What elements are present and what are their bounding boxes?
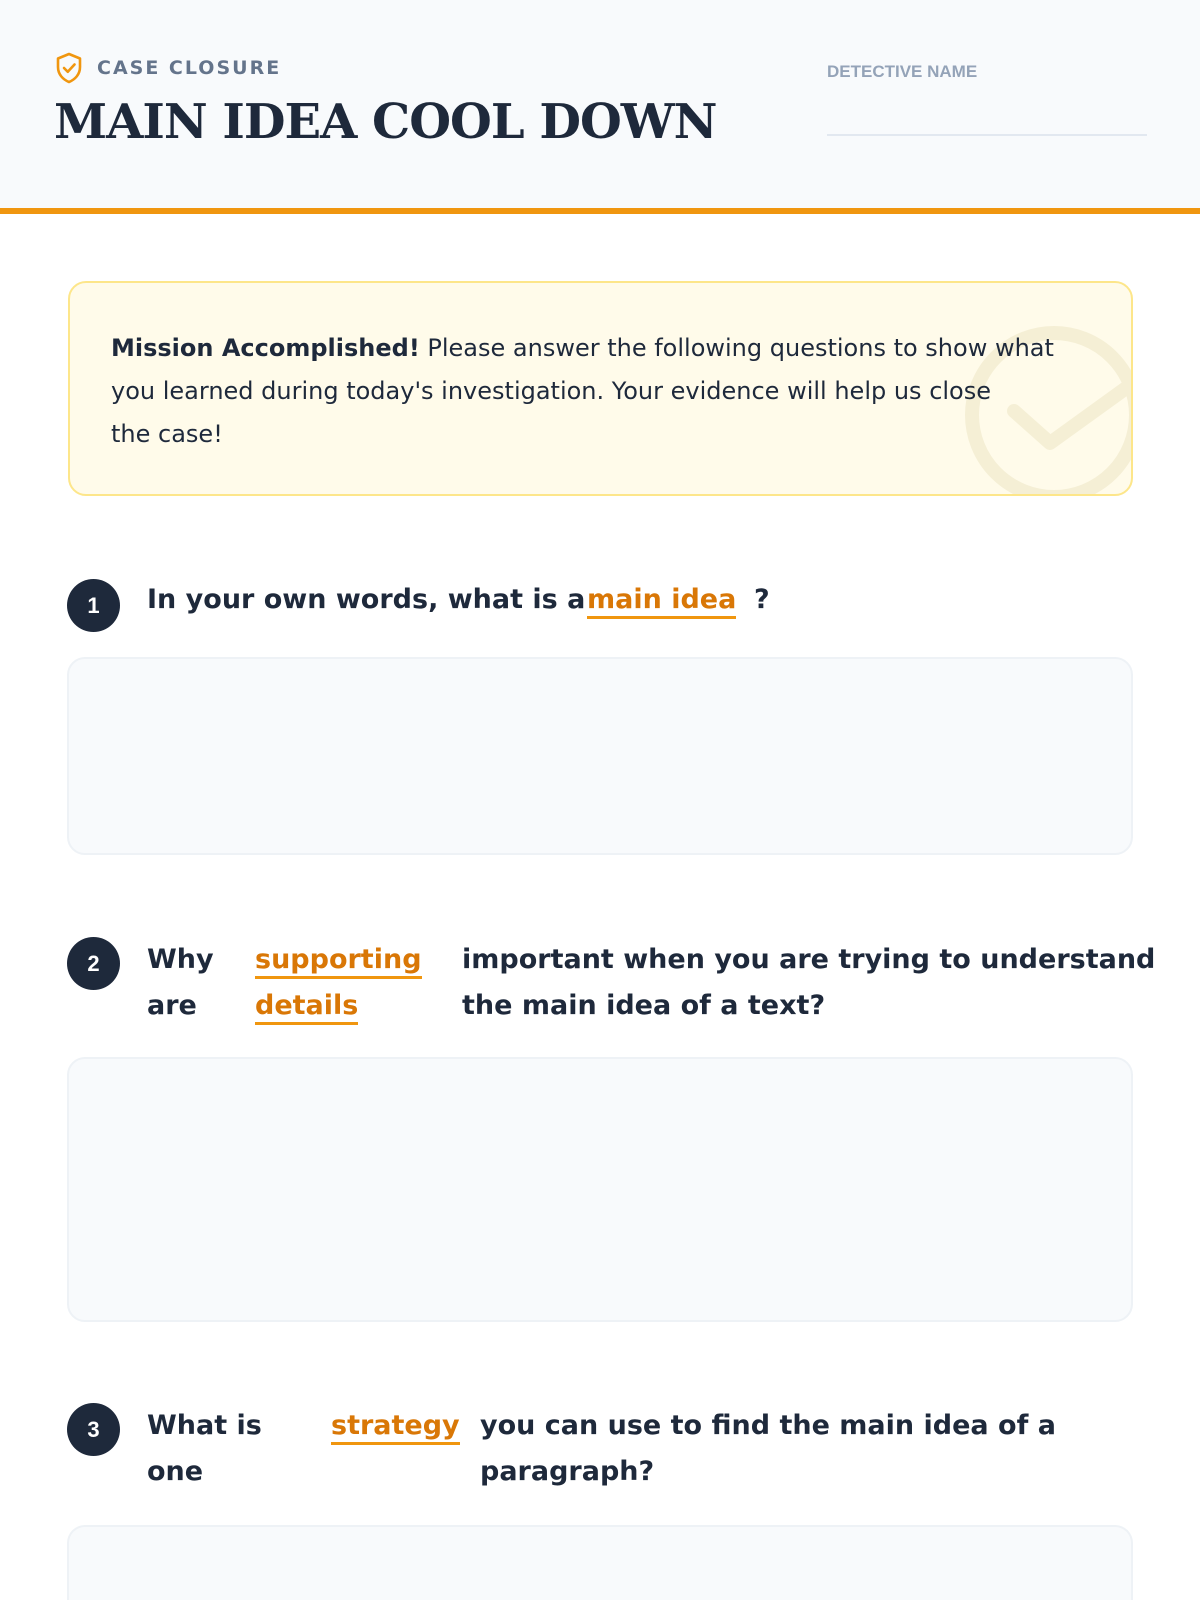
question-number-badge: 2 xyxy=(67,937,120,990)
question-2-text-line-1: important when you are trying to understand xyxy=(462,944,1156,975)
mission-lead: Mission Accomplished! xyxy=(111,334,420,362)
shield-check-icon xyxy=(55,52,83,84)
question-2-text-why: Why xyxy=(147,944,214,975)
page-header xyxy=(0,0,1200,214)
question-number-badge: 3 xyxy=(67,1403,120,1456)
mission-line-2: you learned during today's investigation. Your evidence will help us close xyxy=(111,377,992,405)
question-1-term: main idea xyxy=(587,577,736,623)
question-1-text-end: ? xyxy=(754,584,770,615)
mission-text xyxy=(70,283,1131,456)
answer-box-3[interactable] xyxy=(67,1525,1133,1600)
answer-box-1[interactable] xyxy=(67,657,1133,855)
question-number-badge: 1 xyxy=(67,579,120,632)
question-3-text-line-2: paragraph? xyxy=(480,1456,655,1487)
mission-callout xyxy=(68,281,1133,496)
question-1-text-start: In your own words, what is a xyxy=(147,584,586,615)
answer-box-2[interactable] xyxy=(67,1057,1133,1322)
mission-line-3: the case! xyxy=(111,420,223,448)
question-3-term: strategy xyxy=(331,1403,460,1449)
mission-line-1: Please answer the following questions to show what xyxy=(419,334,1054,362)
question-3-text-what-is: What is xyxy=(147,1410,262,1441)
detective-name-line[interactable] xyxy=(827,134,1147,136)
kicker xyxy=(55,52,281,84)
question-2-text-are: are xyxy=(147,990,197,1021)
detective-name-field[interactable] xyxy=(827,62,1147,136)
question-2-term-line-1: supporting xyxy=(255,937,422,983)
page-title: MAIN IDEA COOL DOWN xyxy=(54,94,717,150)
question-3-text-line-1: you can use to find the main idea of a xyxy=(480,1410,1056,1441)
question-2-text-line-2: the main idea of a text? xyxy=(462,990,826,1021)
detective-name-label: DETECTIVE NAME xyxy=(827,62,978,81)
question-2-term-line-2: details xyxy=(255,983,358,1029)
kicker-label: CASE CLOSURE xyxy=(97,57,282,79)
question-3-text-one: one xyxy=(147,1456,204,1487)
